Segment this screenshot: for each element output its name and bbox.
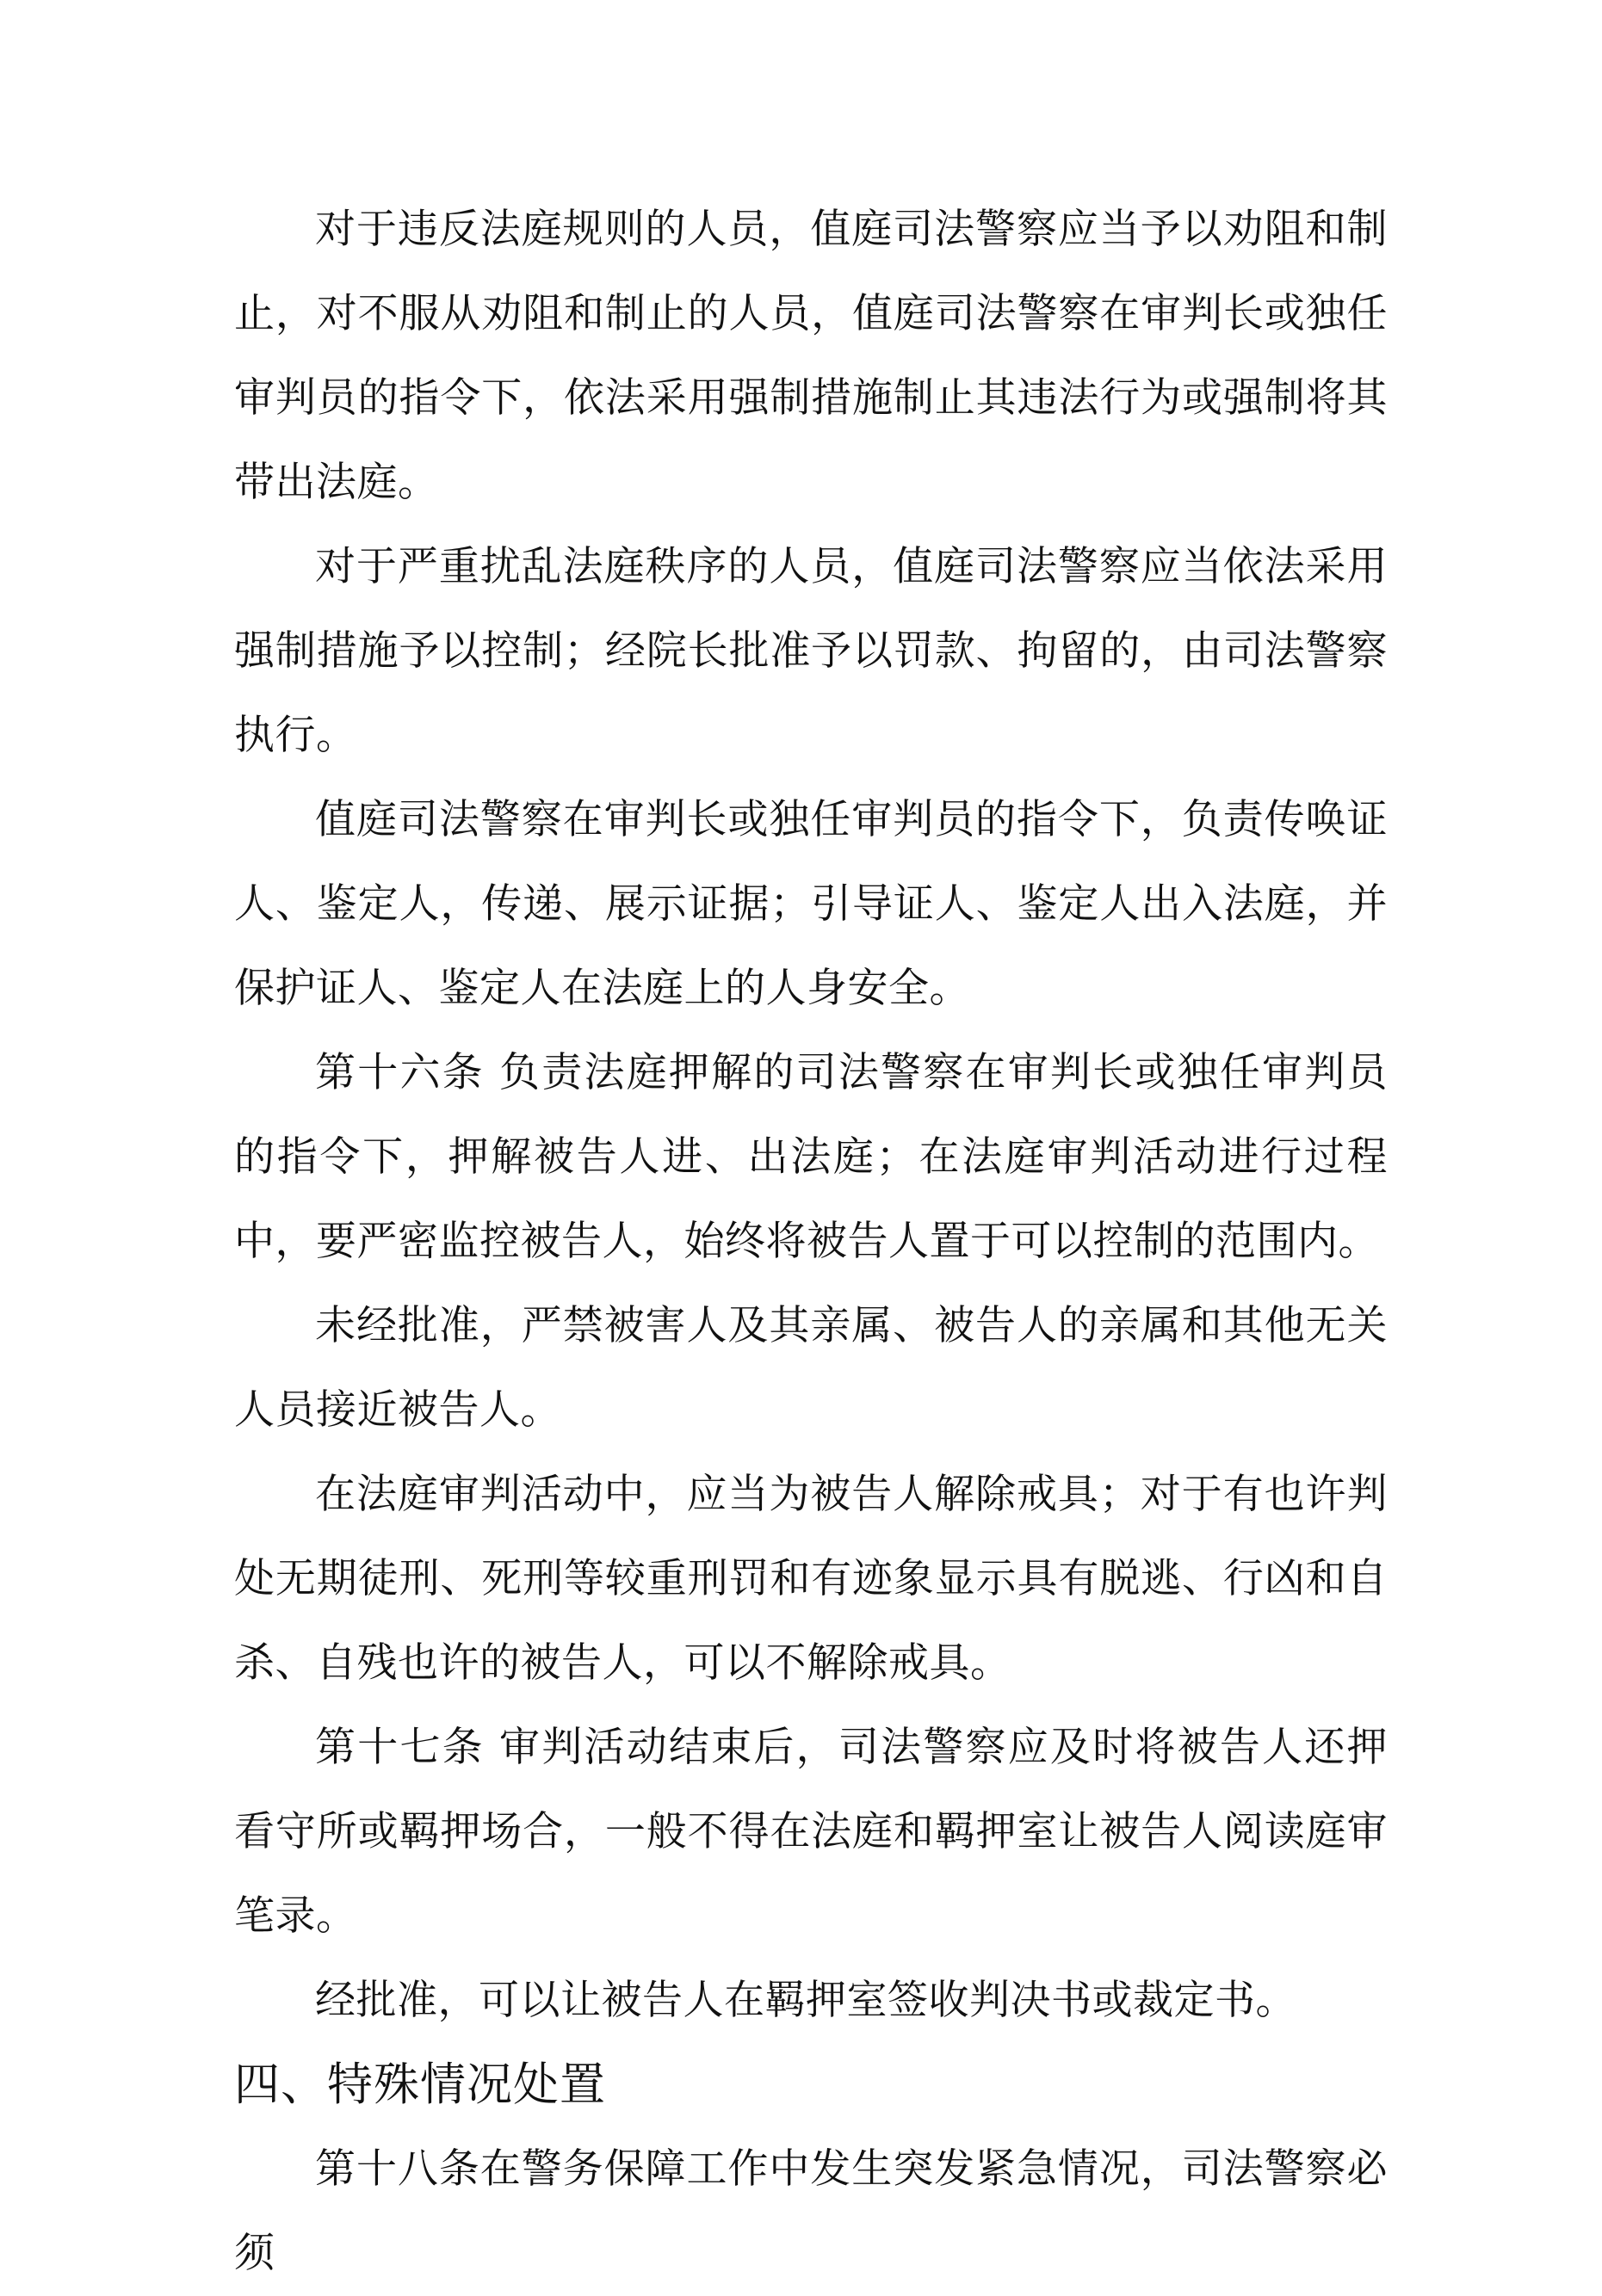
section-heading-special-situations: 四、特殊情况处置 <box>234 2058 606 2111</box>
paragraph-article-16: 第十六条 负责法庭押解的司法警察在审判长或独任审判员的指令下，押解被告人进、出法庭；在法庭审判活动进行过程中，要严密监控被告人，始终将被告人置于可以控制的范围内。 <box>234 1049 1388 1265</box>
document-body <box>234 188 1388 2296</box>
paragraph-court-rules-violation: 对于违反法庭规则的人员，值庭司法警察应当予以劝阻和制止，对不服从劝阻和制止的人员，值庭司法警察在审判长或独任审判员的指令下，依法采用强制措施制止其违法行为或强制将其带出法庭。 <box>234 206 1388 506</box>
paragraph-restraints: 在法庭审判活动中，应当为被告人解除戒具；对于有也许判处无期徒刑、死刑等较重刑罚和有迹象显示具有脱逃、行凶和自杀、自残也许的被告人，可以不解除戒具。 <box>234 1471 1388 1687</box>
paragraph-serious-disruption: 对于严重扰乱法庭秩序的人员，值庭司法警察应当依法采用强制措施予以控制；经院长批准予以罚款、拘留的，由司法警察执行。 <box>234 543 1388 759</box>
paragraph-article-17: 第十七条 审判活动结束后，司法警察应及时将被告人还押看守所或羁押场合，一般不得在法庭和羁押室让被告人阅读庭审笔录。 <box>234 1724 1388 1940</box>
paragraph-witness-summons: 值庭司法警察在审判长或独任审判员的指令下，负责传唤证人、鉴定人，传递、展示证据；引导证人、鉴定人出入法庭，并保护证人、鉴定人在法庭上的人身安全。 <box>234 796 1388 1012</box>
paragraph-article-18: 第十八条在警务保障工作中发生突发紧急情况，司法警察必须 <box>234 2145 1388 2277</box>
paragraph-no-contact: 未经批准，严禁被害人及其亲属、被告人的亲属和其他无关人员接近被告人。 <box>234 1302 1388 1434</box>
paragraph-judgment-signing: 经批准，可以让被告人在羁押室签收判决书或裁定书。 <box>315 1977 1296 2024</box>
